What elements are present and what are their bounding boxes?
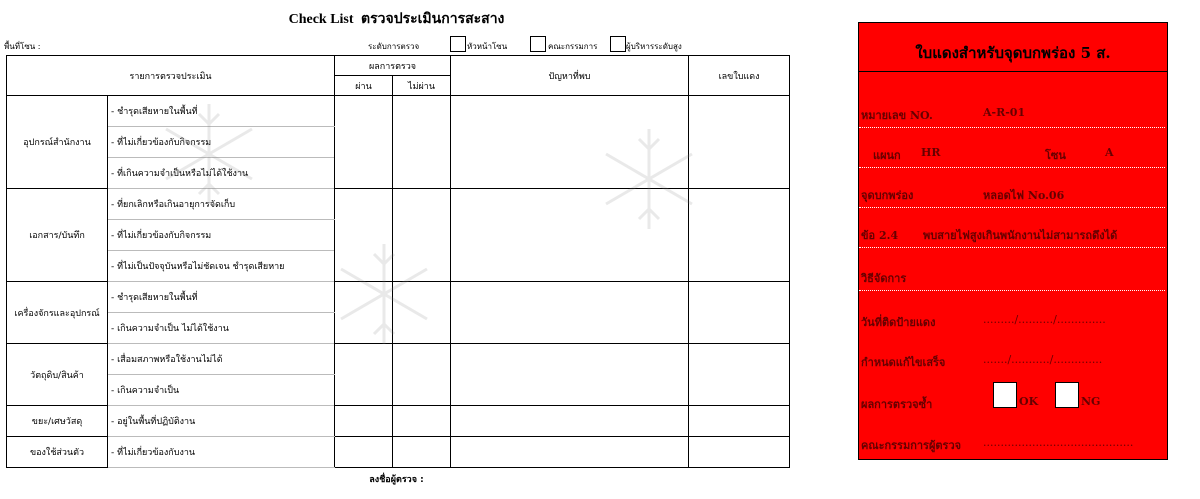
ng-label: NG	[1081, 395, 1101, 408]
ng-checkbox[interactable]	[1055, 382, 1079, 408]
problem-cell[interactable]	[451, 406, 689, 437]
item-cell: - ที่ไม่เกี่ยวข้องกับกิจกรรม	[108, 220, 335, 251]
item-cell: - เกินความจำเป็น	[108, 375, 335, 406]
checkbox-committee-label: คณะกรรมการ	[548, 42, 598, 51]
redtag-no-cell[interactable]	[689, 344, 790, 406]
number-label: หมายเลข NO.	[861, 109, 933, 122]
category-cell: ของใช้ส่วนตัว	[7, 437, 108, 468]
pass-cell[interactable]	[335, 344, 393, 406]
row-inspector	[859, 428, 1167, 458]
header-redtag-no: เลขใบแดง	[689, 56, 790, 96]
category-cell: วัตถุดิบ/สินค้า	[7, 344, 108, 406]
fail-cell[interactable]	[393, 96, 451, 189]
snowflake-watermark-icon	[154, 99, 264, 209]
row-defect	[859, 178, 1167, 208]
number-value[interactable]: A-R-01	[983, 106, 1026, 119]
item-cell: - ที่เกินความจำเป็นหรือไม่ได้ใช้งาน	[108, 158, 335, 189]
defect-label: จุดบกพร่อง	[861, 189, 914, 202]
pass-cell[interactable]	[335, 96, 393, 189]
checkbox-zone-head-label: หัวหน้าโซน	[467, 42, 508, 51]
title-english: Check List	[288, 12, 354, 27]
checklist-title	[4, 8, 789, 30]
dept-value[interactable]: HR	[921, 146, 941, 159]
zone-value[interactable]: A	[1105, 146, 1114, 159]
item-cell: - เสื่อมสภาพหรือใช้งานไม่ได้	[108, 344, 335, 375]
header-pass: ผ่าน	[335, 76, 393, 96]
red-tag-card	[858, 22, 1168, 460]
header-result: ผลการตรวจ	[335, 56, 451, 76]
item-cell: - ที่ยกเลิกหรือเกินอายุการจัดเก็บ	[108, 189, 335, 220]
item-cell: - ที่ไม่เกี่ยวข้องกับงาน	[108, 437, 335, 468]
item-cell: - เกินความจำเป็น ไม่ได้ใช้งาน	[108, 313, 335, 344]
checklist-sheet	[4, 4, 789, 484]
pass-cell[interactable]	[335, 437, 393, 468]
level-label: ระดับการตรวจ	[368, 42, 420, 51]
row-dept	[859, 138, 1167, 168]
title-divider	[859, 71, 1167, 72]
zone-label: โซน	[1045, 149, 1066, 162]
table-row	[7, 437, 790, 468]
defect-value[interactable]: หลอดไฟ No.06	[983, 189, 1065, 202]
redtag-no-cell[interactable]	[689, 282, 790, 344]
recheck-label: ผลการตรวจซ้ำ	[861, 398, 933, 411]
area-label: พื้นที่โซน :	[4, 42, 41, 51]
item-cell: - ที่ไม่เป็นปัจจุบันหรือไม่ชัดเจน ชำรุดเสียหาย	[108, 251, 335, 282]
snowflake-watermark-icon	[594, 124, 704, 234]
header-fail: ไม่ผ่าน	[393, 76, 451, 96]
posted-date-value[interactable]: ........./........../..............	[983, 313, 1106, 326]
problem-cell[interactable]	[451, 437, 689, 468]
fail-cell[interactable]	[393, 437, 451, 468]
table-row	[7, 406, 790, 437]
clause-label: ข้อ 2.4	[861, 229, 899, 242]
row-method	[859, 261, 1167, 291]
ok-label: OK	[1019, 395, 1039, 408]
checkbox-executive-label: ผู้บริหารระดับสูง	[626, 42, 682, 51]
problem-cell[interactable]	[451, 344, 689, 406]
pass-cell[interactable]	[335, 406, 393, 437]
header-problem: ปัญหาที่พบ	[451, 56, 689, 96]
checkbox-zone-head[interactable]	[450, 36, 466, 52]
snowflake-watermark-icon	[329, 239, 439, 349]
red-tag-title: ใบแดงสำหรับจุดบกพร่อง 5 ส.	[915, 44, 1111, 62]
due-date-label: กำหนดแก้ไขเสร็จ	[861, 356, 946, 369]
checkbox-executive[interactable]	[610, 36, 626, 52]
ok-checkbox[interactable]	[993, 382, 1017, 408]
item-cell: - ชำรุดเสียหายในพื้นที่	[108, 96, 335, 127]
category-cell: ขยะ/เศษวัสดุ	[7, 406, 108, 437]
item-cell: - ที่ไม่เกี่ยวข้องกับกิจกรรม	[108, 127, 335, 158]
redtag-no-cell[interactable]	[689, 437, 790, 468]
title-thai: ตรวจประเมินการสะสาง	[361, 12, 505, 27]
row-posted-date	[859, 305, 1167, 335]
row-number	[859, 98, 1167, 128]
row-due-date	[859, 345, 1167, 375]
category-cell: อุปกรณ์สำนักงาน	[7, 96, 108, 189]
info-row	[4, 36, 789, 54]
method-label: วิธีจัดการ	[861, 272, 907, 285]
item-cell: - ชำรุดเสียหายในพื้นที่	[108, 282, 335, 313]
category-cell: เครื่องจักรและอุปกรณ์	[7, 282, 108, 344]
posted-date-label: วันที่ติดป้ายแดง	[861, 316, 936, 329]
dept-label: แผนก	[873, 149, 901, 162]
row-recheck	[859, 387, 1167, 417]
fail-cell[interactable]	[393, 406, 451, 437]
problem-cell[interactable]	[451, 282, 689, 344]
inspector-value[interactable]: ...........................................	[983, 436, 1134, 449]
category-cell: เอกสาร/บันทึก	[7, 189, 108, 282]
signature-label: ลงชื่อผู้ตรวจ :	[369, 475, 424, 485]
table-row	[7, 96, 790, 127]
checkbox-committee[interactable]	[530, 36, 546, 52]
row-clause	[859, 218, 1167, 248]
inspector-label: คณะกรรมการผู้ตรวจ	[861, 439, 962, 452]
header-items: รายการตรวจประเมิน	[7, 56, 335, 96]
item-cell: - อยู่ในพื้นที่ปฏิบัติงาน	[108, 406, 335, 437]
redtag-no-cell[interactable]	[689, 406, 790, 437]
fail-cell[interactable]	[393, 344, 451, 406]
header-row	[7, 56, 790, 76]
due-date-value[interactable]: ......./.........../..............	[983, 353, 1103, 366]
clause-value[interactable]: พบสายไฟสูงเกินพนักงานไม่สามารถดึงได้	[923, 229, 1118, 242]
